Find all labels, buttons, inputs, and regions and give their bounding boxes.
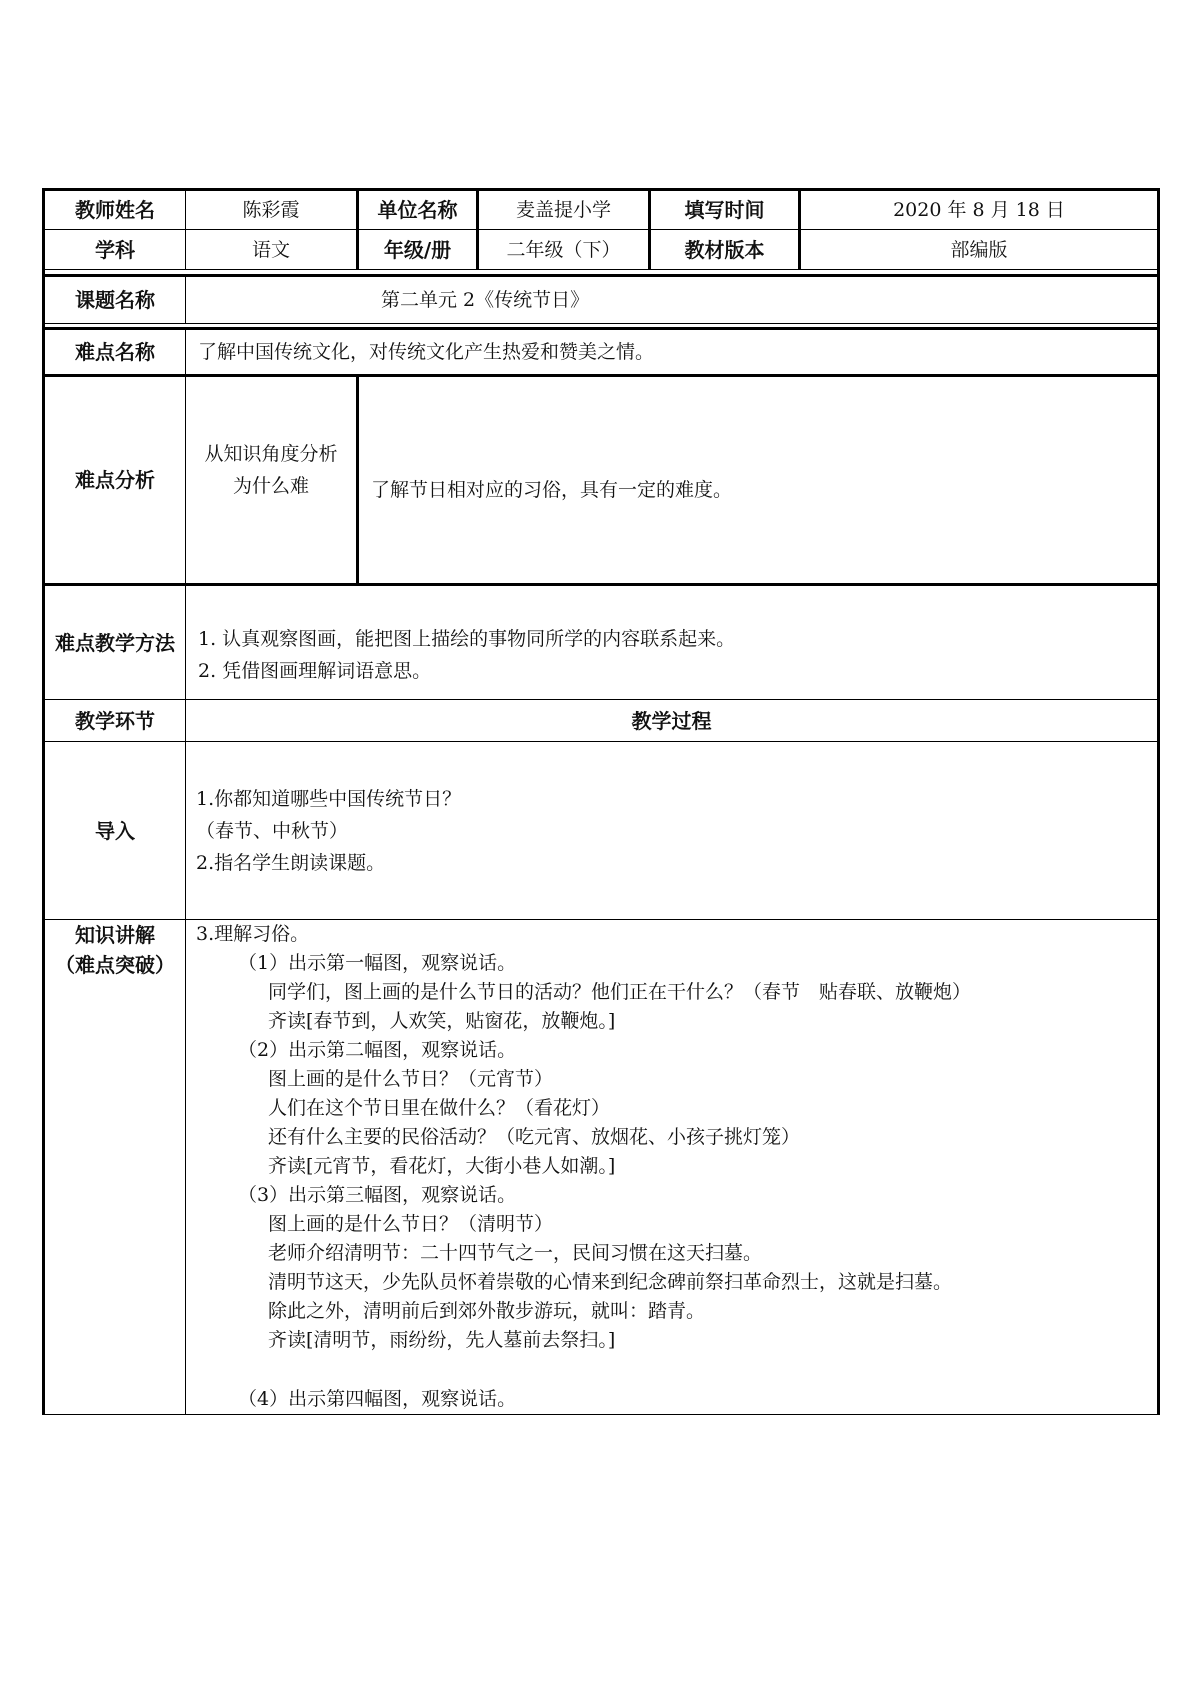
knowledge-line: 还有什么主要的民俗活动？（吃元宵、放烟花、小孩子挑灯笼）	[268, 1126, 801, 1148]
subject-value: 语文	[186, 230, 358, 270]
knowledge-line: （4）出示第四幅图，观察说话。	[238, 1388, 517, 1410]
knowledge-line: 3.理解习俗。	[196, 923, 310, 945]
knowledge-line: 齐读[春节到，人欢笑，贴窗花，放鞭炮。]	[268, 1010, 616, 1032]
knowledge-line: （2）出示第二幅图，观察说话。	[238, 1039, 517, 1061]
intro-row	[44, 742, 1159, 920]
subject-label: 学科	[44, 230, 186, 270]
knowledge-label-line-2: （难点突破）	[55, 953, 175, 977]
grade-label: 年级/册	[358, 230, 478, 270]
edition-label: 教材版本	[650, 230, 800, 270]
difficulty-label: 难点名称	[44, 329, 186, 376]
method-value	[186, 585, 1159, 700]
topic-row	[44, 276, 1159, 324]
intro-label: 导入	[44, 742, 186, 920]
edition-value: 部编版	[800, 230, 1159, 270]
intro-line-2: （春节、中秋节）	[196, 819, 349, 842]
process-value: 教学过程	[186, 700, 1159, 742]
knowledge-line: 图上画的是什么节日？（清明节）	[268, 1213, 554, 1235]
knowledge-line: 同学们，图上画的是什么节日的活动？他们正在干什么？（春节 贴春联、放鞭炮）	[268, 981, 972, 1003]
intro-line-3: 2.指名学生朗读课题。	[196, 851, 386, 874]
lesson-plan-table	[42, 188, 1160, 1415]
knowledge-line: 除此之外，清明前后到郊外散步游玩，就叫：踏青。	[268, 1300, 706, 1322]
knowledge-line: 齐读[清明节，雨纷纷，先人墓前去祭扫。]	[268, 1329, 616, 1351]
knowledge-line: （3）出示第三幅图，观察说话。	[238, 1184, 517, 1206]
process-label: 教学环节	[44, 700, 186, 742]
knowledge-line: 人们在这个节日里在做什么？（看花灯）	[268, 1097, 611, 1119]
analysis-row	[44, 376, 1159, 585]
method-item-2: 2. 凭借图画理解词语意思。	[198, 660, 432, 682]
difficulty-row	[44, 329, 1159, 376]
knowledge-line: 齐读[元宵节，看花灯，大街小巷人如潮。]	[268, 1155, 616, 1177]
method-item-1: 1. 认真观察图画，能把图上描绘的事物同所学的内容联系起来。	[198, 628, 736, 650]
knowledge-line: 清明节这天，少先队员怀着崇敬的心情来到纪念碑前祭扫革命烈士，这就是扫墓。	[268, 1271, 953, 1293]
topic-value: 第二单元 2《传统节日》	[186, 276, 1159, 324]
knowledge-content	[186, 920, 1159, 1415]
method-row	[44, 585, 1159, 700]
difficulty-value: 了解中国传统文化，对传统文化产生热爱和赞美之情。	[186, 329, 1159, 376]
teacher-value: 陈彩霞	[186, 190, 358, 230]
knowledge-line: 老师介绍清明节：二十四节气之一，民间习惯在这天扫墓。	[268, 1242, 763, 1264]
lesson-plan-sheet	[42, 188, 1157, 1415]
intro-line-1: 1.你都知道哪些中国传统节日？	[196, 787, 462, 810]
header-row-2	[44, 230, 1159, 270]
analysis-value: 了解节日相对应的习俗，具有一定的难度。	[358, 376, 1159, 585]
knowledge-line: 图上画的是什么节日？（元宵节）	[268, 1068, 554, 1090]
date-value: 2020 年 8 月 18 日	[800, 190, 1159, 230]
unit-value: 麦盖提小学	[478, 190, 650, 230]
teacher-label: 教师姓名	[44, 190, 186, 230]
analysis-sublabel	[186, 376, 358, 585]
intro-content	[186, 742, 1159, 920]
knowledge-row	[44, 920, 1159, 1415]
knowledge-label	[44, 920, 186, 1415]
process-header-row	[44, 700, 1159, 742]
analysis-sublabel-line-2: 为什么难	[232, 475, 309, 497]
method-label: 难点教学方法	[44, 585, 186, 700]
analysis-label: 难点分析	[44, 376, 186, 585]
date-label: 填写时间	[650, 190, 800, 230]
analysis-sublabel-line-1: 从知识角度分析	[204, 443, 338, 465]
unit-label: 单位名称	[358, 190, 478, 230]
grade-value: 二年级（下）	[478, 230, 650, 270]
knowledge-blank-line	[196, 1355, 1157, 1385]
knowledge-line: （1）出示第一幅图，观察说话。	[238, 952, 517, 974]
knowledge-label-line-1: 知识讲解	[75, 923, 155, 947]
header-row-1	[44, 190, 1159, 230]
topic-label: 课题名称	[44, 276, 186, 324]
